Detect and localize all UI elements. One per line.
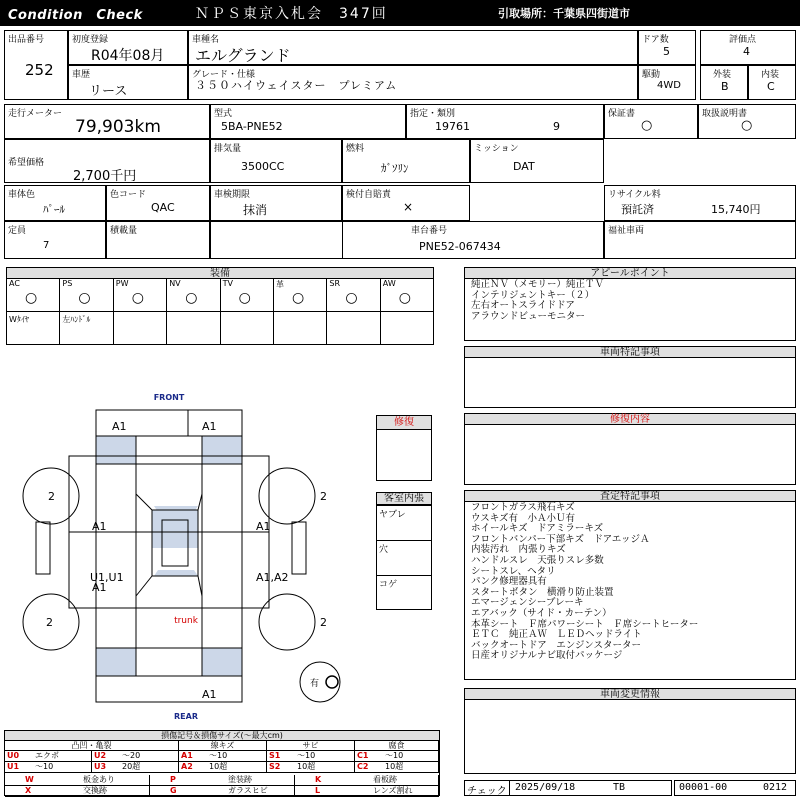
inspection-note-line: 内装汚れ 内張りキズ (471, 544, 566, 556)
load-cell: 積載量 (106, 221, 210, 259)
lot-number: 252 (25, 61, 54, 79)
car-name: エルグランド (195, 46, 291, 65)
desired-price-cell: 希望価格 2,700千円 (4, 139, 210, 183)
legend-code: S1 (269, 751, 281, 760)
header-bar (0, 0, 800, 26)
legend-group-header: サビ (267, 741, 355, 751)
mark-left-rear-door-2: A1 (92, 581, 107, 594)
interior-damage-label: 穴 (379, 545, 389, 555)
tire-rear-right: 2 (320, 616, 327, 629)
tire-rear-left: 2 (46, 616, 53, 629)
check-footer (464, 780, 672, 796)
tire-front-right: 2 (320, 490, 327, 503)
interior-value: C (767, 80, 775, 93)
legend-entry (150, 786, 295, 797)
manual-value: ○ (741, 118, 753, 133)
legend-entry (92, 762, 179, 773)
inspection-note-line: バックオートドア エンジンスターター (471, 639, 641, 651)
special-title: 車両特記事項 (465, 347, 795, 358)
equipment-check-icon: ○ (25, 290, 38, 306)
legend-code: U3 (94, 762, 107, 771)
interior-damage-item (377, 540, 431, 574)
change-info-title: 車両変更情報 (465, 689, 795, 700)
interior-damage-label: コゲ (379, 580, 398, 590)
equipment-pw (114, 279, 167, 312)
equipment-ps (60, 279, 113, 312)
first-registration: R04年08月 (91, 48, 165, 64)
ref-number-2: 0212 (763, 782, 788, 793)
equipment-extra-cell (274, 312, 327, 345)
liability-value: × (403, 200, 414, 214)
legend-desc: 交換跡 (83, 786, 107, 795)
ref-footer (674, 780, 796, 796)
equipment-name: AC (9, 279, 20, 288)
interior-damage-box (376, 492, 432, 610)
color-code-value: QAC (151, 201, 175, 214)
legend-code: U2 (94, 751, 107, 760)
appeal-line: インテリジェントキー（２） (471, 289, 595, 301)
inspection-note-line: シートスレ、ヘタリ (471, 565, 556, 577)
legend-entry (5, 751, 92, 762)
equipment-extra-cell (167, 312, 220, 345)
inspection-notes-panel (464, 490, 796, 680)
designation-value: 19761 (435, 120, 470, 133)
legend-group-header: 線キズ (179, 741, 267, 751)
equipment-name: PS (62, 279, 73, 288)
inspection-note-line: ハンドルスレ 天張りスレ多数 (471, 554, 604, 566)
equipment-aw (381, 279, 434, 312)
equipment-panel (6, 267, 434, 345)
equipment-name: PW (115, 279, 129, 288)
rear-label: REAR (174, 712, 198, 721)
legend-entry (355, 751, 439, 762)
mission-value: DAT (513, 160, 535, 173)
legend-desc: ガラスヒビ (228, 786, 268, 795)
equipment-check-icon: ○ (131, 290, 145, 306)
pickup-location: 引取場所：千葉県四街道市 (498, 7, 630, 20)
liability-cell: 検付自賠責 × (342, 185, 470, 221)
legend-code: S2 (269, 762, 281, 771)
equipment-extra-cell (327, 312, 380, 345)
legend-code: P (170, 775, 176, 784)
legend-code: C1 (357, 751, 369, 760)
category-value: 9 (553, 120, 560, 133)
equipment-title: 装備 (7, 268, 433, 279)
capacity-value: 7 (43, 240, 50, 251)
exterior-value: B (721, 80, 729, 93)
legend-desc: 20超 (122, 762, 141, 771)
displacement-value: 3500CC (241, 160, 285, 173)
color-code-cell: 色コード QAC (106, 185, 210, 221)
equipment-extra-cell (7, 312, 60, 345)
mark-right-front-door: A1 (256, 520, 271, 533)
ref-number-1: 00001-00 (679, 782, 728, 793)
auction-title: ＮＰＳ東京入札会 347回 (195, 6, 388, 22)
repair-box (376, 415, 432, 481)
legend-group-header: 腐食 (355, 741, 439, 751)
legend-entry (355, 762, 439, 773)
color-value: ﾊﾟｰﾙ (43, 203, 65, 216)
doors-cell: ドア数 5 (638, 30, 696, 65)
legend-desc: 〜10 (385, 751, 404, 760)
inspection-cell: 車検期限 抹消 (210, 185, 342, 221)
score-value: 4 (743, 45, 750, 58)
car-damage-diagram (14, 386, 384, 726)
change-info-panel (464, 688, 796, 774)
appeal-line: アラウンドビューモニター (471, 310, 586, 322)
inspection-note-line: ＥＴＣ 純正ＡＷ ＬＥＤヘッドライト (471, 629, 642, 641)
legend-desc: 10超 (297, 762, 316, 771)
equipment-extra-name: Wﾀｲﾔ (9, 315, 29, 324)
legend-desc: 10超 (209, 762, 228, 771)
displacement-cell: 排気量 3500CC (210, 139, 342, 183)
check-code: TB (613, 782, 626, 793)
mark-front-left: A1 (112, 420, 127, 433)
legend-code: U0 (7, 751, 20, 760)
legend-desc: 看板跡 (373, 775, 397, 784)
legend-entry (150, 775, 295, 786)
equipment-ac (7, 279, 60, 312)
mark-right-rear-door: A1,A2 (256, 571, 289, 584)
legend-desc: 塗装跡 (228, 775, 252, 784)
repair-content-panel (464, 413, 796, 485)
legend-entry (295, 786, 439, 797)
legend-group-header: 凸凹・亀裂 (5, 741, 179, 751)
equipment-extra-cell (114, 312, 167, 345)
drive-value: 4WD (657, 80, 681, 91)
grade-cell: グレード・仕様 ３５０ハイウェイスター プレミアム (188, 65, 638, 100)
inspection-value: 抹消 (243, 203, 268, 217)
color-cell: 車体色 ﾊﾟｰﾙ (4, 185, 106, 221)
inspection-note-line: 本革シート Ｆ席パワーシート Ｆ席シートヒーター (471, 618, 699, 630)
legend-code: L (315, 786, 321, 795)
spare-tire-label: 有 (310, 679, 320, 689)
mark-left-rear-door-1: U1,U1 (90, 571, 124, 584)
score-cell: 評価点 4 (700, 30, 796, 65)
legend-desc: エクボ (35, 751, 59, 760)
warranty-value: ○ (641, 118, 653, 133)
equipment-革 (274, 279, 327, 312)
legend-entry (179, 762, 267, 773)
grade-value: ３５０ハイウェイスター プレミアム (195, 79, 398, 92)
repair-content-title: 修復内容 (465, 414, 795, 425)
check-divider (509, 781, 510, 795)
legend-desc: 〜10 (35, 762, 54, 771)
chassis-cell: 車台番号 PNE52-067434 (210, 221, 604, 259)
lot-number-cell: 出品番号 252 (4, 30, 68, 100)
equipment-name: TV (222, 279, 233, 288)
equipment-check-icon: ○ (185, 290, 198, 306)
legend-code: C2 (357, 762, 369, 771)
fuel-value: ｶﾞｿﾘﾝ (381, 162, 409, 175)
fuel-cell: 燃料 ｶﾞｿﾘﾝ (342, 139, 470, 183)
interior-damage-title: 客室内張 (377, 493, 431, 505)
mark-left-front-door: A1 (92, 520, 107, 533)
equipment-check-icon: ○ (345, 290, 358, 306)
damage-legend (4, 730, 440, 796)
legend-desc: 板金あり (83, 775, 115, 784)
equipment-check-icon: ○ (78, 290, 91, 306)
inspection-notes-title: 査定特記事項 (465, 491, 795, 502)
front-label: FRONT (153, 393, 185, 402)
legend-entry (5, 775, 150, 786)
mid-divider (342, 221, 343, 259)
interior-damage-label: ヤブレ (379, 510, 406, 520)
history-value: リース (89, 84, 128, 99)
model-cell: 型式 5BA-PNE52 (210, 104, 406, 139)
legend-entry (5, 786, 150, 797)
legend-title: 損傷記号＆損傷サイズ(〜最大cm) (5, 731, 439, 741)
mission-cell: ミッション DAT (470, 139, 604, 183)
interior-damage-item (377, 575, 431, 609)
appeal-title: アピールポイント (465, 268, 795, 279)
check-label: チェック (467, 786, 507, 797)
legend-desc: 〜10 (297, 751, 316, 760)
recycle-cell: リサイクル料 預託済 15,740円 (604, 185, 796, 221)
odometer-value: 79,903km (75, 117, 161, 137)
legend-code: W (25, 775, 34, 784)
legend-entry (92, 751, 179, 762)
equipment-name: 革 (276, 280, 284, 289)
legend-entry (5, 762, 92, 773)
inspection-note-line: パンク修理器具有 (471, 576, 547, 588)
doors-value: 5 (663, 45, 670, 58)
equipment-tv (221, 279, 274, 312)
legend-code: A1 (181, 751, 193, 760)
legend-desc: 10超 (385, 762, 404, 771)
history-cell: 車歴 リース (68, 65, 188, 100)
equipment-sr (327, 279, 380, 312)
manual-cell: 取扱説明書 ○ (698, 104, 796, 139)
spare-tire-icon (326, 676, 338, 688)
inspection-note-line: 日産オリジナルナビ取付パッケージ (471, 650, 623, 662)
legend-entry (295, 775, 439, 786)
appeal-panel (464, 267, 796, 341)
inspection-note-line: スタートボタン 横滑り防止装置 (471, 586, 614, 598)
first-registration-cell: 初度登録 R04年08月 (68, 30, 188, 65)
mark-rear: A1 (202, 688, 217, 701)
drive-cell: 駆動 4WD (638, 65, 696, 100)
check-date: 2025/09/18 (515, 782, 576, 793)
legend-code: X (25, 786, 32, 795)
inspection-note-line: エマージェンシーブレーキ (471, 597, 584, 609)
tire-front-left: 2 (48, 490, 55, 503)
legend-code: K (315, 775, 322, 784)
equipment-name: SR (329, 279, 341, 288)
equipment-nv (167, 279, 220, 312)
model-value: 5BA-PNE52 (221, 120, 283, 133)
exterior-cell: 外装 B (700, 65, 748, 100)
welfare-cell: 福祉車両 (604, 221, 796, 259)
interior-damage-item (377, 505, 431, 539)
recycle-status: 預託済 (621, 203, 654, 216)
trunk-label: trunk (174, 616, 198, 626)
recycle-value: 15,740円 (711, 203, 761, 216)
special-panel (464, 346, 796, 408)
legend-code: G (170, 786, 177, 795)
legend-code: A2 (181, 762, 193, 771)
legend-desc: 〜10 (209, 751, 228, 760)
equipment-extra-cell (221, 312, 274, 345)
legend-code: U1 (7, 762, 20, 771)
inspection-note-line: ウスキズ有 小Ａ小Ｕ有 (471, 512, 576, 524)
appeal-line: 純正ＮＶ（メモリー）純正ＴＶ (471, 279, 605, 290)
equipment-check-icon: ○ (292, 290, 305, 306)
legend-desc: レンズ割れ (373, 786, 413, 795)
equipment-extra-cell (60, 312, 113, 345)
equipment-name: NV (169, 279, 181, 288)
mark-front-right: A1 (202, 420, 217, 433)
legend-entry (267, 751, 355, 762)
inspection-note-line: フロントバンパー下部キズ ドアエッジＡ (471, 533, 650, 545)
desired-price-value: 2,700千円 (73, 169, 137, 184)
equipment-name: AW (382, 279, 396, 288)
odometer-cell: 走行メーター 79,903km (4, 104, 210, 139)
repair-title: 修復 (377, 416, 431, 430)
inspection-note-line: フロントガラス飛石キズ (471, 502, 575, 513)
appeal-line: 左右オートスライドドア (471, 300, 575, 311)
equipment-check-icon: ○ (398, 290, 412, 306)
inspection-note-line: ホイールキズ ドアミラーキズ (471, 523, 604, 535)
legend-entry (179, 751, 267, 762)
designation-cell: 指定・類別 19761 9 (406, 104, 604, 139)
capacity-cell: 定員 7 (4, 221, 106, 259)
car-name-cell: 車種名 エルグランド (188, 30, 638, 65)
inspection-note-line: エアバック（サイド・カーテン） (471, 607, 612, 619)
interior-cell: 内装 C (748, 65, 796, 100)
legend-desc: 〜20 (122, 751, 141, 760)
condition-check-title: Condition Check (8, 8, 143, 23)
legend-entry (267, 762, 355, 773)
equipment-check-icon: ○ (238, 290, 251, 306)
chassis-value: PNE52-067434 (419, 240, 501, 253)
equipment-extra-cell (381, 312, 434, 345)
warranty-cell: 保証書 ○ (604, 104, 698, 139)
equipment-extra-name: 左ﾊﾝﾄﾞﾙ (62, 315, 91, 324)
